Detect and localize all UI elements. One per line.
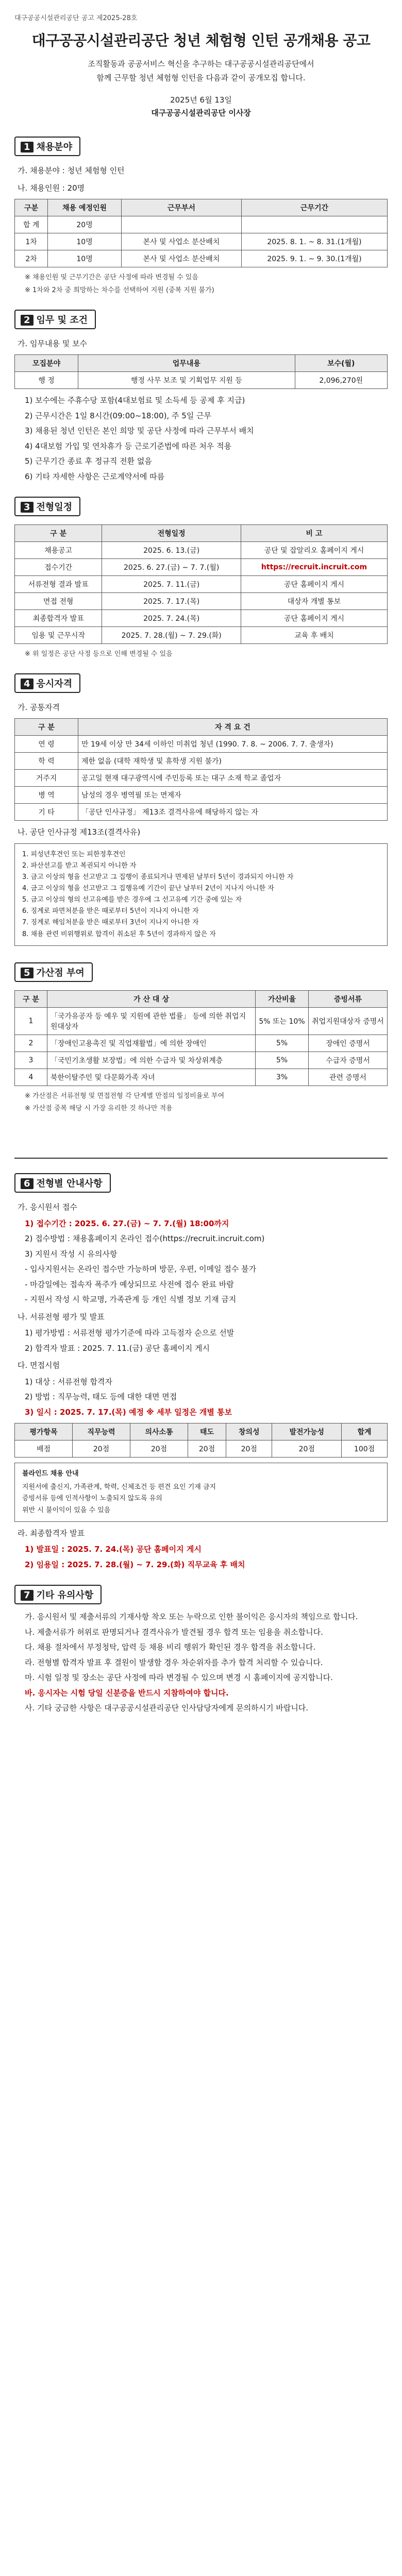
table-cell: 행정 사무 보조 및 기획업무 지원 등 — [78, 372, 295, 389]
section-title: 채용분야 — [36, 142, 73, 152]
table-cell: 만 19세 이상 만 34세 이하인 미취업 청년 (1990. 7. 8. ~ 2006. 7. 7. 출생자) — [78, 736, 388, 753]
table-cell: 행 정 — [15, 372, 78, 389]
table-cell: 10명 — [48, 250, 122, 267]
table-cell: 「국민기초생활 보장법」에 의한 수급자 및 차상위계층 — [47, 1052, 256, 1069]
table-header: 발전가능성 — [272, 1423, 342, 1440]
list-item: 사. 기타 궁금한 사항은 대구공공시설관리공단 인사담당자에게 문의하시기 바랍니다. — [25, 1703, 309, 1713]
intro-text — [14, 57, 388, 85]
section-number: 3 — [21, 502, 34, 513]
list-item: 2) 근무시간은 1일 8시간(09:00~18:00), 주 5일 근무 — [25, 411, 212, 420]
table-cell: 면접 전형 — [15, 593, 102, 610]
section-heading-3 — [14, 497, 80, 516]
table-cell: 20점 — [226, 1440, 272, 1458]
table-cell: 대상자 개별 통보 — [241, 593, 388, 610]
table-cell: 기 타 — [15, 804, 78, 821]
table-row — [15, 1007, 388, 1035]
list-item: 2) 합격자 발표 : 2025. 7. 11.(금) 공단 홈페이지 게시 — [25, 1343, 210, 1353]
table-cell: 임용 및 근무시작 — [15, 627, 102, 644]
table-cell: 장애인 증명서 — [309, 1035, 388, 1052]
table-header: 증빙서류 — [309, 990, 388, 1007]
table-row — [15, 627, 388, 644]
table-row — [15, 250, 388, 267]
table-cell: 접수기간 — [15, 559, 102, 576]
table-cell: 2025. 8. 1. ~ 8. 31.(1개월) — [241, 233, 387, 250]
sub-line: 가. 임무내용 및 보수 — [18, 338, 87, 348]
table-cell: 20점 — [188, 1440, 226, 1458]
blind-recruit-box — [14, 1463, 388, 1521]
list-item: 1) 대상 : 서류전형 합격자 — [25, 1377, 112, 1386]
list-item: 2) 임용일 : 2025. 7. 28.(월) ~ 7. 29.(화) 직무교육 후 배치 — [25, 1560, 245, 1569]
table-header: 전형일정 — [102, 525, 241, 542]
table-header: 구분 — [15, 199, 48, 216]
table-header: 창의성 — [226, 1423, 272, 1440]
section-heading-2 — [14, 310, 96, 329]
table-cell: 1차 — [15, 233, 48, 250]
section-heading-6 — [14, 1173, 111, 1193]
table-cell: 2025. 7. 11.(금) — [102, 576, 241, 593]
table-header: 구 분 — [15, 525, 102, 542]
table-header: 의사소통 — [130, 1423, 188, 1440]
section-number: 5 — [21, 968, 34, 978]
section-number: 1 — [21, 142, 34, 152]
table-cell: 2025. 9. 1. ~ 9. 30.(1개월) — [241, 250, 387, 267]
list-item: 증빙서류 등에 인적사항이 노출되지 않도록 유의 — [22, 1495, 162, 1503]
note: ※ 채용인원 및 근무기간은 공단 사정에 따라 변경될 수 있음 — [25, 274, 198, 281]
section-heading-5 — [14, 962, 93, 982]
list-item: 나. 제출서류가 허위로 판명되거나 결격사유가 발견될 경우 합격 또는 임용을 취소합니다. — [25, 1627, 323, 1637]
sub-line: 가. 공통자격 — [18, 702, 60, 712]
notice-number: 대구공공시설관리공단 공고 제2025-28호 — [14, 14, 138, 22]
table-row — [15, 787, 388, 804]
sub-line: 가. 응시원서 접수 — [18, 1202, 77, 1212]
table-header: 직무능력 — [73, 1423, 130, 1440]
table-cell: 서류전형 결과 발표 — [15, 576, 102, 593]
table-header-row — [15, 1423, 388, 1440]
table-cell: 북한이탈주민 및 다문화가족 자녀 — [47, 1069, 256, 1086]
table-header: 구 분 — [15, 990, 47, 1007]
list-item: 바. 응시자는 시험 당일 신분증을 반드시 지참하여야 합니다. — [25, 1688, 229, 1698]
list-item: 5) 근무기간 종료 후 정규직 전환 없음 — [25, 456, 152, 466]
table-row — [15, 1035, 388, 1052]
table-cell: 수급자 증명서 — [309, 1052, 388, 1069]
section-title: 전형별 안내사항 — [36, 1178, 103, 1190]
table-cell: 3 — [15, 1052, 47, 1069]
list-item: 6) 기타 자세한 사항은 근로계약서에 따름 — [25, 471, 165, 481]
table-cell: 거주지 — [15, 770, 78, 787]
list-item: 1. 피성년후견인 또는 피한정후견인 — [22, 850, 126, 858]
table-cell: 「장애인고용촉진 및 직업재활법」에 의한 장애인 — [47, 1035, 256, 1052]
list-item: 2) 접수방법 : 채용홈페이지 온라인 접수(https://recruit.incruit.com) — [25, 1234, 265, 1244]
list-item: 1) 발표일 : 2025. 7. 24.(목) 공단 홈페이지 게시 — [25, 1545, 202, 1554]
table-header: 보수(월) — [295, 355, 387, 372]
table-cell: 5% — [256, 1035, 309, 1052]
table-row — [15, 372, 388, 389]
sub-line: 가. 채용분야 : 청년 체험형 인턴 — [18, 166, 125, 175]
intro-line: 함께 근무할 청년 체험형 인턴을 다음과 같이 공개모집 합니다. — [96, 73, 306, 82]
table-header: 비 고 — [241, 525, 388, 542]
section-title: 응시자격 — [36, 678, 73, 689]
section-title: 전형일정 — [36, 502, 73, 513]
table-cell: 20점 — [272, 1440, 342, 1458]
table-header: 채용 예정인원 — [48, 199, 122, 216]
table-cell: 합 계 — [15, 216, 48, 233]
note: ※ 가산점은 서류전형 및 면접전형 각 단계별 만점의 일정비율로 부여 — [25, 1092, 225, 1100]
table-header: 가산비율 — [256, 990, 309, 1007]
list-item: 3. 금고 이상의 형을 선고받고 그 집행이 종료되거나 면제된 날부터 5년이 경과되지 아니한 자 — [22, 873, 294, 882]
table-row — [15, 1440, 388, 1458]
table-header-row — [15, 990, 388, 1007]
table-cell: 3% — [256, 1069, 309, 1086]
table-cell: 병 역 — [15, 787, 78, 804]
table-header: 업무내용 — [78, 355, 295, 372]
table-header-row — [15, 525, 388, 542]
table-cell: 배점 — [15, 1440, 73, 1458]
issuer: 대구공공시설관리공단 이사장 — [151, 108, 251, 117]
schedule-table — [14, 524, 388, 644]
sub-line: 다. 면접시험 — [18, 1361, 60, 1370]
section-number: 4 — [21, 679, 34, 689]
table-cell: 2025. 7. 28.(월) ~ 7. 29.(화) — [102, 627, 241, 644]
table-cell: 공단 및 잡알리오 홈페이지 게시 — [241, 542, 388, 559]
table-cell: 2,096,270원 — [295, 372, 387, 389]
table-header: 구 분 — [15, 719, 78, 736]
note: ※ 가산점 중복 해당 시 가장 유리한 것 하나만 적용 — [25, 1105, 173, 1113]
table-cell: 5% 또는 10% — [256, 1007, 309, 1035]
table-cell: 본사 및 사업소 분산배치 — [121, 233, 241, 250]
list-item: 1) 보수에는 주휴수당 포함(4대보험료 및 소득세 등 공제 후 지급) — [25, 396, 245, 405]
qualification-table — [14, 718, 388, 821]
list-item: 라. 전형별 합격자 발표 후 결원이 발생할 경우 차순위자를 추가 합격 처리할 수 있습니다. — [25, 1657, 323, 1667]
section-title: 가산점 부여 — [36, 967, 85, 978]
table-header: 평가항목 — [15, 1423, 73, 1440]
table-header: 태도 — [188, 1423, 226, 1440]
table-cell: 2차 — [15, 250, 48, 267]
box-title: 블라인드 채용 안내 — [22, 1470, 79, 1478]
note: ※ 위 일정은 공단 사정 등으로 인해 변경될 수 있음 — [25, 650, 173, 658]
section-number: 2 — [21, 315, 34, 326]
table-cell: 100점 — [342, 1440, 388, 1458]
disqualification-box — [14, 843, 388, 946]
table-cell: 10명 — [48, 233, 122, 250]
table-header: 모집분야 — [15, 355, 78, 372]
table-header-row — [15, 719, 388, 736]
list-item: 2. 파산선고를 받고 복권되지 아니한 자 — [22, 861, 137, 870]
list-item: 3) 지원서 작성 시 유의사항 — [25, 1249, 118, 1259]
table-row — [15, 736, 388, 753]
table-cell: 2 — [15, 1035, 47, 1052]
list-item: 8. 채용 관련 비위행위로 합격이 취소된 후 5년이 경과하지 않은 자 — [22, 930, 216, 938]
list-item: 가. 응시원서 및 제출서류의 기재사항 착오 또는 누락으로 인한 불이익은 응시자의 책임으로 합니다. — [25, 1612, 358, 1622]
section-title: 기타 유의사항 — [36, 1590, 94, 1601]
section-number: 7 — [21, 1590, 34, 1601]
table-row — [15, 233, 388, 250]
table-cell — [241, 216, 387, 233]
list-item: 4) 4대보험 가입 및 연차휴가 등 근로기준법에 따른 처우 적용 — [25, 441, 232, 451]
table-cell: 관련 증명서 — [309, 1069, 388, 1086]
list-item: 다. 채용 절차에서 부정청탁, 압력 등 채용 비리 행위가 확인된 경우 합격을 취소합니다. — [25, 1642, 316, 1652]
table-header-row — [15, 355, 388, 372]
table-cell: 연 령 — [15, 736, 78, 753]
table-cell: 남성의 경우 병역필 또는 면제자 — [78, 787, 388, 804]
table-cell: 취업지원대상자 증명서 — [309, 1007, 388, 1035]
table-cell: 공단 홈페이지 게시 — [241, 610, 388, 627]
table-cell: 교육 후 배치 — [241, 627, 388, 644]
table-header-row — [15, 199, 388, 216]
section-spacer — [14, 1116, 388, 1147]
table-row — [15, 559, 388, 576]
section-heading-4 — [14, 673, 80, 693]
sub-line: 나. 공단 인사규정 제13조(결격사유) — [18, 827, 141, 837]
list-item: 6. 징계로 파면처분을 받은 때로부터 5년이 지나지 아니한 자 — [22, 907, 199, 916]
sub-line: 나. 채용인원 : 20명 — [18, 183, 85, 193]
list-item: 1) 접수기간 : 2025. 6. 27.(금) ~ 7. 7.(월) 18:00까지 — [25, 1218, 229, 1228]
list-item: 1) 평가방법 : 서류전형 평가기준에 따라 고득점자 순으로 선발 — [25, 1328, 234, 1338]
table-row — [15, 1052, 388, 1069]
bonus-table — [14, 990, 388, 1086]
list-item: - 지원서 작성 시 학교명, 가족관계 등 개인 식별 정보 기재 금지 — [25, 1295, 237, 1304]
section-heading-1 — [14, 137, 80, 156]
table-cell: 「국가유공자 등 예우 및 지원에 관한 법률」 등에 의한 취업지원대상자 — [47, 1007, 256, 1035]
table-cell: 학 력 — [15, 753, 78, 770]
note: ※ 1차와 2차 중 희망하는 차수를 선택하여 지원 (중복 지원 불가) — [25, 286, 214, 294]
table-cell: 2025. 7. 24.(목) — [102, 610, 241, 627]
list-item: 2) 방법 : 직무능력, 태도 등에 대한 대면 면접 — [25, 1392, 177, 1402]
sub-line: 나. 서류전형 평가 및 발표 — [18, 1312, 105, 1321]
divider — [14, 1158, 388, 1159]
list-item: - 입사지원서는 온라인 접수만 가능하며 방문, 우편, 이메일 접수 불가 — [25, 1264, 257, 1274]
table-header: 자 격 요 건 — [78, 719, 388, 736]
table-row — [15, 1069, 388, 1086]
table-row — [15, 610, 388, 627]
table-cell: 「공단 인사규정」 제13조 결격사유에 해당하지 않는 자 — [78, 804, 388, 821]
table-cell — [121, 216, 241, 233]
list-item: 3) 일시 : 2025. 7. 17.(목) 예정 ※ 세부 일정은 개별 통보 — [25, 1407, 232, 1417]
section-number: 6 — [21, 1178, 34, 1189]
notice-date: 2025년 6월 13일 — [170, 95, 232, 105]
table-header: 합계 — [342, 1423, 388, 1440]
table-header: 근무기간 — [241, 199, 387, 216]
list-item: 3) 채용된 청년 인턴은 본인 희망 및 공단 사정에 따라 근무부서 배치 — [25, 426, 254, 436]
table-cell: 채용공고 — [15, 542, 102, 559]
sub-line: 라. 최종합격자 발표 — [18, 1528, 85, 1538]
table-row — [15, 593, 388, 610]
table-cell: 공고일 현재 대구광역시에 주민등록 또는 대구 소재 학교 졸업자 — [78, 770, 388, 787]
table-cell: 2025. 6. 27.(금) ~ 7. 7.(월) — [102, 559, 241, 576]
table-cell: 4 — [15, 1069, 47, 1086]
table-row — [15, 216, 388, 233]
duty-table — [14, 354, 388, 389]
list-item: 지원서에 출신지, 가족관계, 학력, 신체조건 등 편견 요인 기재 금지 — [22, 1483, 216, 1492]
table-header: 가 산 대 상 — [47, 990, 256, 1007]
list-item: - 마감일에는 접속자 폭주가 예상되므로 사전에 접수 완료 바람 — [25, 1279, 234, 1289]
list-item: 7. 징계로 해임처분을 받은 때로부터 3년이 지나지 아니한 자 — [22, 919, 199, 927]
section-title: 임무 및 조건 — [36, 314, 88, 326]
table-cell: 제한 없음 (대학 재학생 및 휴학생 지원 불가) — [78, 753, 388, 770]
table-cell: 본사 및 사업소 분산배치 — [121, 250, 241, 267]
table-row — [15, 576, 388, 593]
section-heading-7 — [14, 1585, 102, 1604]
table-cell: 공단 홈페이지 게시 — [241, 576, 388, 593]
table-cell: 20점 — [130, 1440, 188, 1458]
list-item: 위반 시 불이익이 있을 수 있음 — [22, 1506, 111, 1514]
table-cell: 1 — [15, 1007, 47, 1035]
apply-link[interactable]: https://recruit.incruit.com — [241, 559, 388, 576]
table-row — [15, 770, 388, 787]
score-table — [14, 1423, 388, 1458]
list-item: 마. 시험 일정 및 장소는 공단 사정에 따라 변경될 수 있으며 변경 시 홈페이지에 공지합니다. — [25, 1673, 333, 1683]
list-item: 5. 금고 이상의 형의 선고유예를 받은 경우에 그 선고유예 기간 중에 있는 자 — [22, 896, 242, 904]
table-header: 근무부서 — [121, 199, 241, 216]
intro-line: 조직활동과 공공서비스 혁신을 추구하는 대구공공시설관리공단에서 — [88, 59, 314, 69]
table-cell: 2025. 7. 17.(목) — [102, 593, 241, 610]
table-row — [15, 753, 388, 770]
table-cell: 20점 — [73, 1440, 130, 1458]
table-row — [15, 804, 388, 821]
recruit-table — [14, 199, 388, 267]
table-cell: 최종합격자 발표 — [15, 610, 102, 627]
page-title: 대구공공시설관리공단 청년 체험형 인턴 공개채용 공고 — [31, 32, 371, 49]
table-cell: 20명 — [48, 216, 122, 233]
list-item: 4. 금고 이상의 형을 선고받고 그 집행유예 기간이 끝난 날부터 2년이 지나지 아니한 자 — [22, 885, 274, 893]
table-row — [15, 542, 388, 559]
table-cell: 5% — [256, 1052, 309, 1069]
table-cell: 2025. 6. 13.(금) — [102, 542, 241, 559]
